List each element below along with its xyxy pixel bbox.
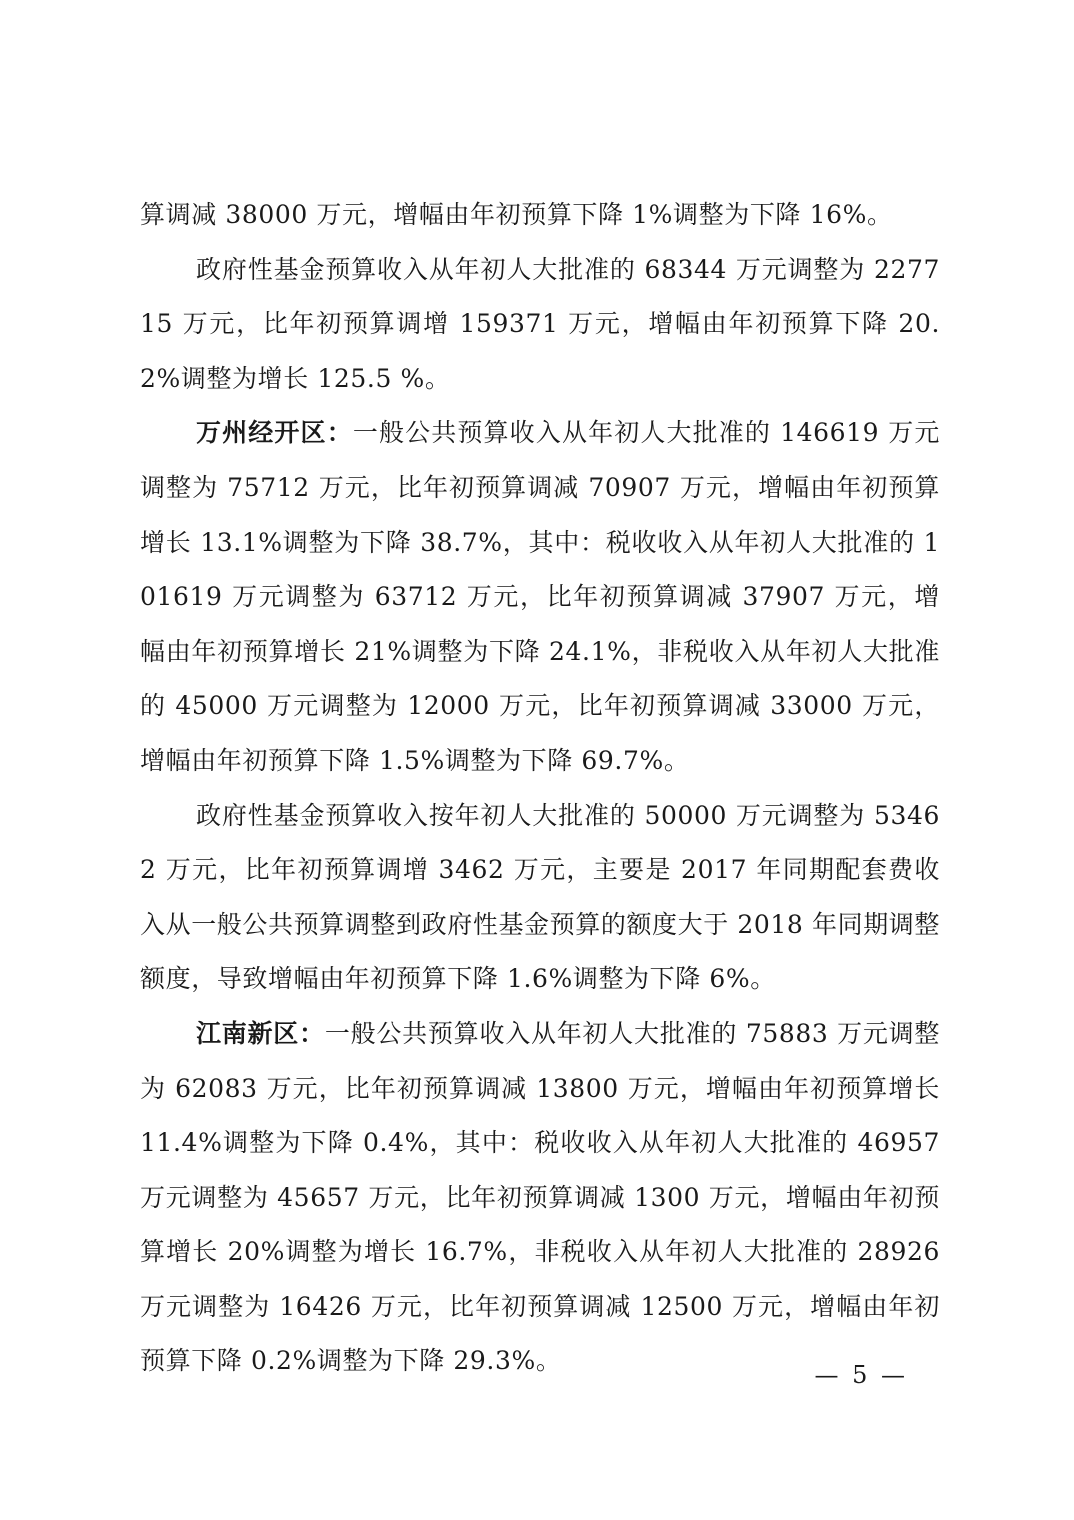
paragraph-fund-budget-1 bbox=[140, 243, 940, 407]
paragraph-text: 一般公共预算收入从年初人大批准的 146619 万元调整为 75712 万元，比年初预算调减 70907 万元，增幅由年初预算增长 13.1%调整为下降 38.7%，其中：税收收入从年初人大批准的 101619 万元调整为 63712 万元，比年初预算调减 37907 万元，增幅由年初预算增长 21%调整为下降 24.1%，非税收入从年初人大批准的 45000 万元调整为 12000 万元，比年初预算调减 33000 万元，增幅由年初预算下降 1.5%调整为下降 69.7%。 bbox=[140, 418, 940, 775]
paragraph-lead-heading: 江南新区： bbox=[196, 1018, 325, 1048]
paragraph-jiangnan-new-district bbox=[140, 1007, 940, 1389]
paragraph-fund-budget-2 bbox=[140, 789, 940, 1007]
paragraph-text: 政府性基金预算收入按年初人大批准的 50000 万元调整为 53462 万元，比年初预算调增 3462 万元，主要是 2017 年同期配套费收入从一般公共预算调整到政府性基金预算的额度大于 2018 年同期调整额度，导致增幅由年初预算下降 1.6%调整为下降 6%。 bbox=[140, 800, 940, 994]
paragraph-text: 政府性基金预算收入从年初人大批准的 68344 万元调整为 227715 万元，比年初预算调增 159371 万元，增幅由年初预算下降 20.2%调整为增长 125.5 %。 bbox=[140, 254, 940, 393]
paragraph-wanzhou-development-zone bbox=[140, 406, 940, 788]
paragraph-continuation bbox=[140, 188, 940, 243]
paragraph-text: 一般公共预算收入从年初人大批准的 75883 万元调整为 62083 万元，比年初预算调减 13800 万元，增幅由年初预算增长 11.4%调整为下降 0.4%，其中：税收收入从年初人大批准的 46957 万元调整为 45657 万元，比年初预算调减 1300 万元，增幅由年初预算增长 20%调整为增长 16.7%，非税收入从年初人大批准的 28926 万元调整为 16426 万元，比年初预算调减 12500 万元，增幅由年初预算下降 0.2%调整为下降 29.3%。 bbox=[140, 1018, 940, 1376]
paragraph-lead-heading: 万州经开区： bbox=[196, 418, 353, 448]
body-text bbox=[140, 188, 940, 1389]
page-number: — 5 — bbox=[814, 1361, 908, 1389]
paragraph-text: 算调减 38000 万元，增幅由年初预算下降 1%调整为下降 16%。 bbox=[140, 200, 893, 229]
